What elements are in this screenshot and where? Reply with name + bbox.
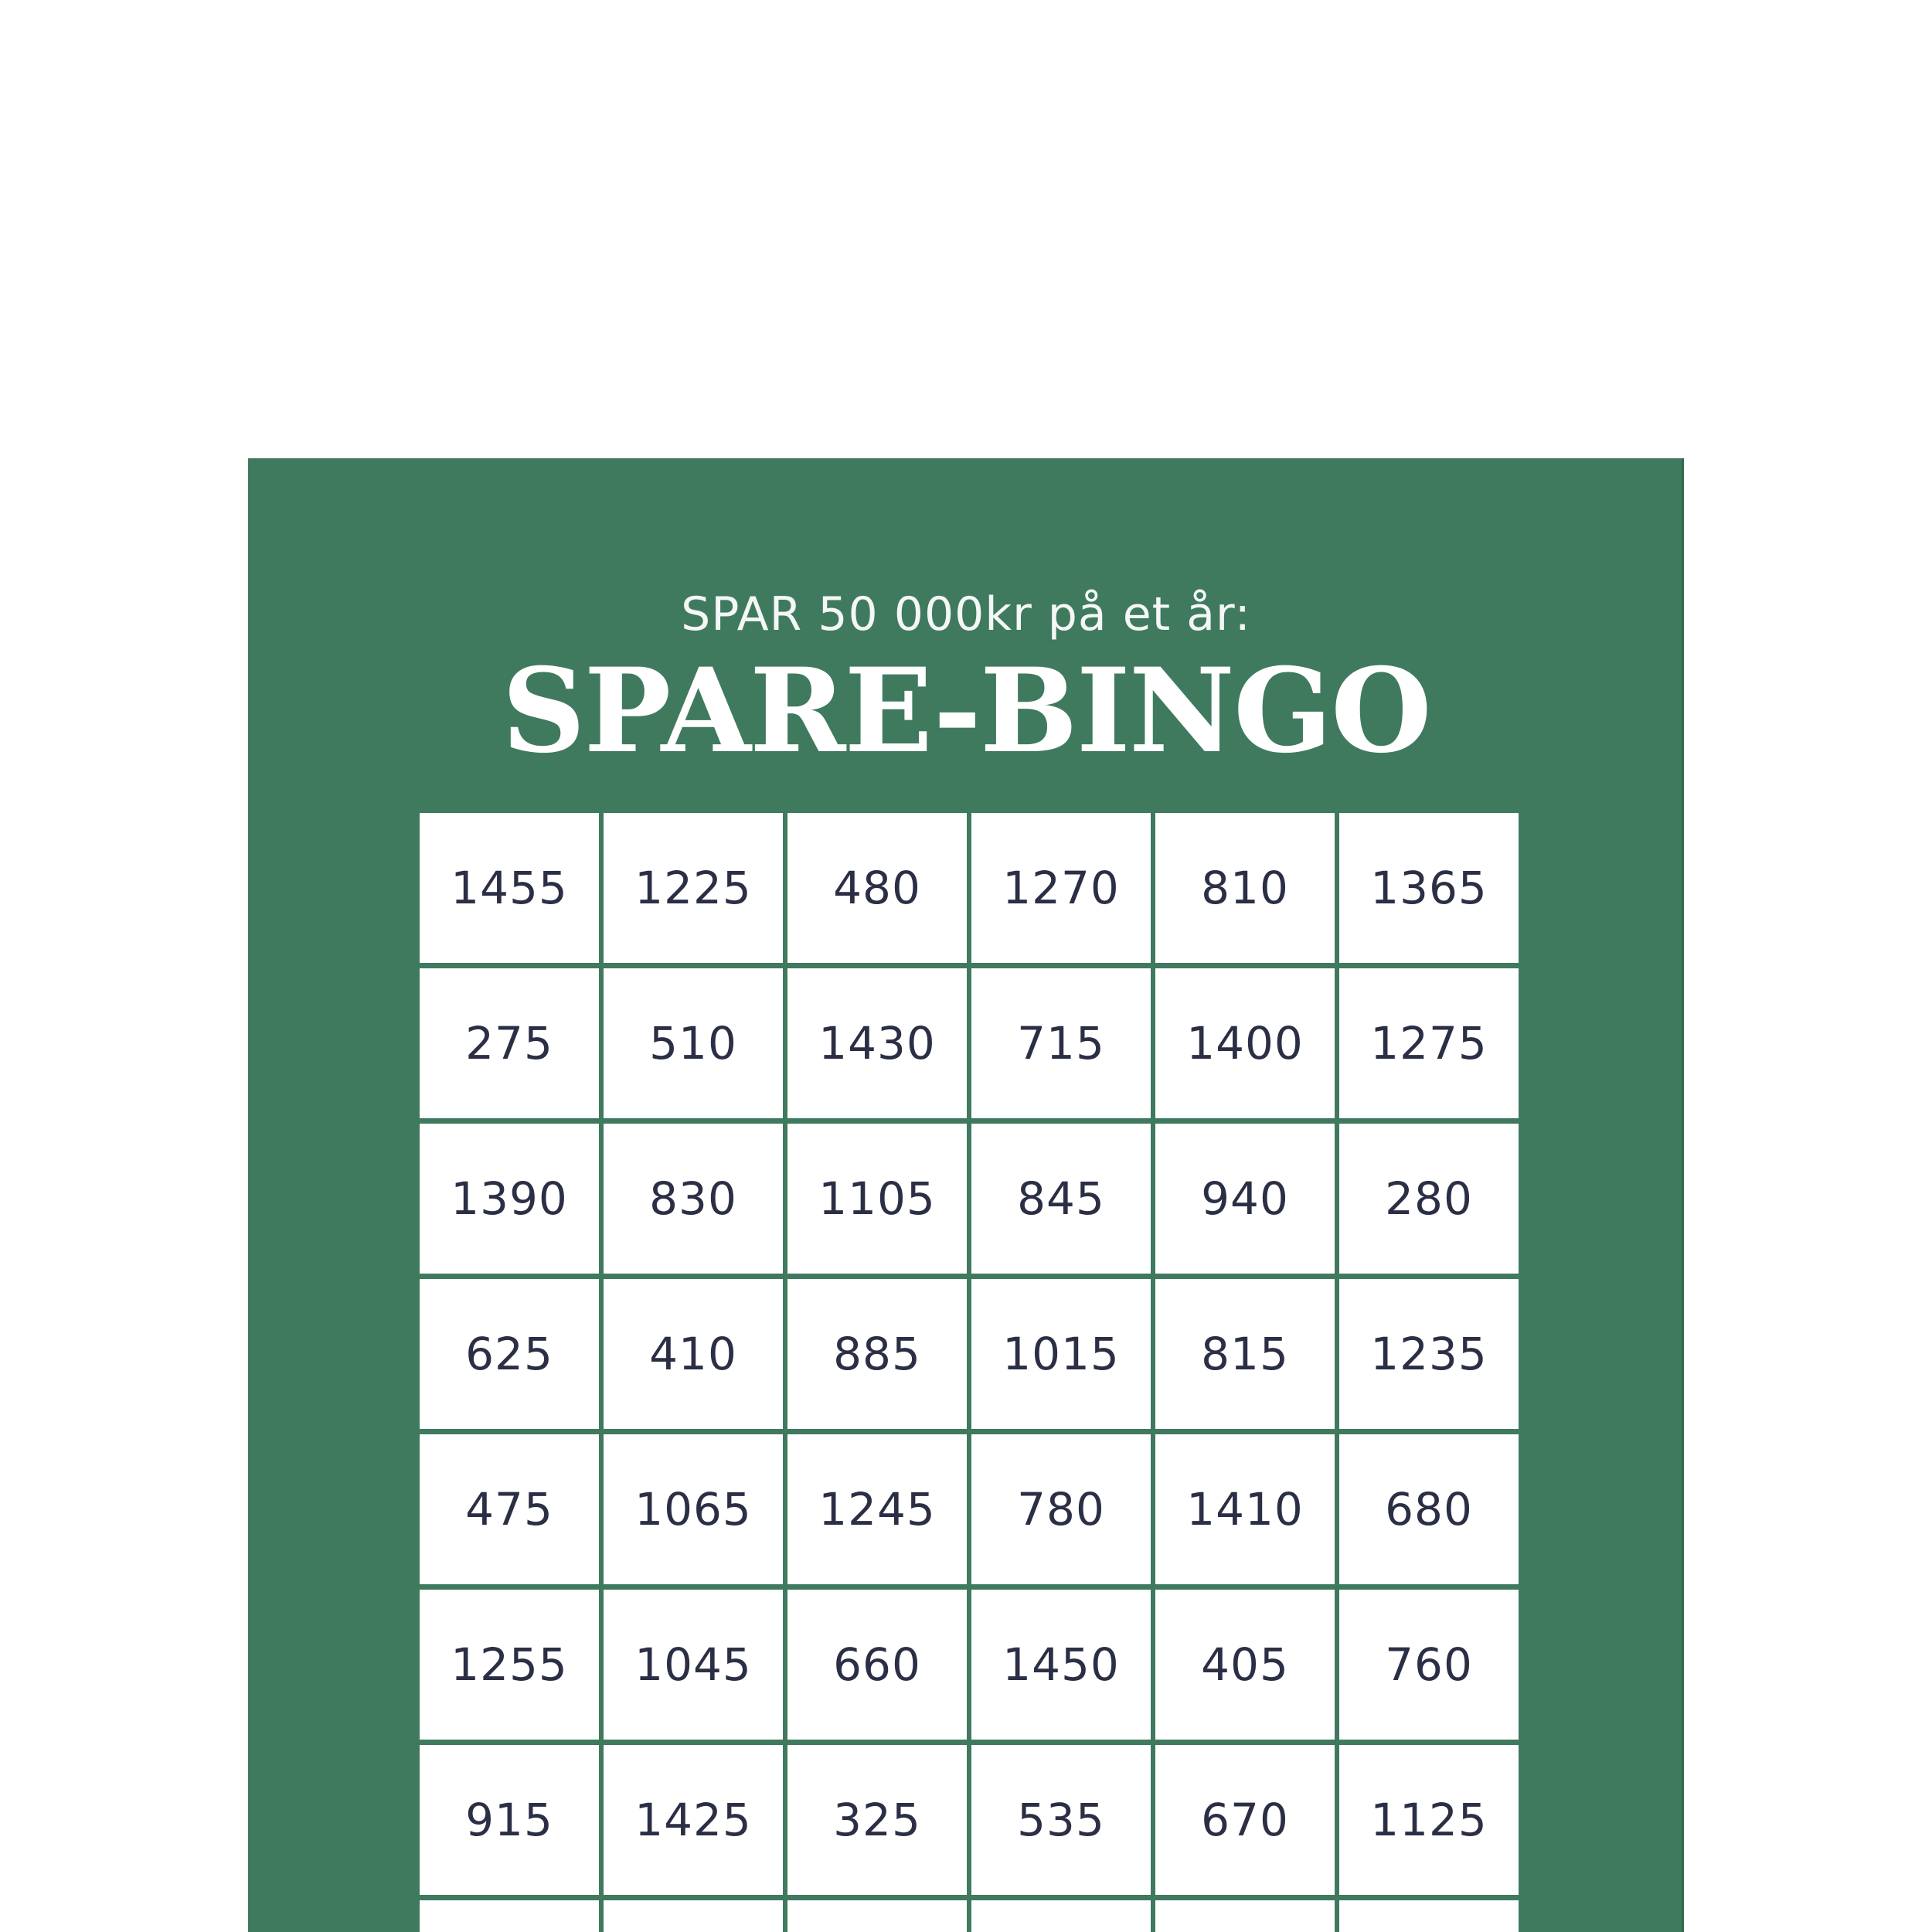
bingo-cell: 1450 [971, 1590, 1151, 1740]
bingo-cell: 1275 [1339, 968, 1519, 1118]
bingo-cell: 1065 [604, 1434, 783, 1584]
bingo-cell: 1390 [420, 1124, 599, 1274]
bingo-cell: 1455 [420, 813, 599, 963]
bingo-cell: 275 [420, 968, 599, 1118]
bingo-cell: 1430 [787, 968, 967, 1118]
bingo-cell: 885 [787, 1279, 967, 1429]
bingo-cell: 405 [1155, 1590, 1335, 1740]
bingo-cell: 1235 [1339, 1279, 1519, 1429]
bingo-cell: 1245 [787, 1434, 967, 1584]
bingo-cell: 845 [971, 1124, 1151, 1274]
bingo-cell: 280 [1339, 1124, 1519, 1274]
bingo-cell: 815 [1155, 1279, 1335, 1429]
poster-subtitle: SPAR 50 000kr på et år: [681, 587, 1251, 641]
bingo-cell: 1270 [971, 813, 1151, 963]
bingo-cell [971, 1900, 1151, 1932]
bingo-cell: 1400 [1155, 968, 1335, 1118]
bingo-cell: 1365 [1339, 813, 1519, 963]
bingo-cell [1155, 1900, 1335, 1932]
bingo-cell: 1105 [787, 1124, 967, 1274]
bingo-cell: 810 [1155, 813, 1335, 963]
bingo-cell: 1425 [604, 1745, 783, 1895]
bingo-cell: 715 [971, 968, 1151, 1118]
bingo-cell: 915 [420, 1745, 599, 1895]
bingo-cell: 510 [604, 968, 783, 1118]
bingo-cell: 535 [971, 1745, 1151, 1895]
bingo-cell [604, 1900, 783, 1932]
bingo-cell: 1125 [1339, 1745, 1519, 1895]
bingo-cell: 1045 [604, 1590, 783, 1740]
bingo-cell: 830 [604, 1124, 783, 1274]
bingo-cell: 780 [971, 1434, 1151, 1584]
bingo-cell: 1015 [971, 1279, 1151, 1429]
bingo-cell: 410 [604, 1279, 783, 1429]
bingo-cell: 1255 [420, 1590, 599, 1740]
bingo-cell [787, 1900, 967, 1932]
bingo-cell: 625 [420, 1279, 599, 1429]
bingo-cell: 475 [420, 1434, 599, 1584]
bingo-cell: 940 [1155, 1124, 1335, 1274]
bingo-cell: 325 [787, 1745, 967, 1895]
poster-title: SPARE-BINGO [502, 643, 1430, 779]
bingo-cell: 660 [787, 1590, 967, 1740]
bingo-cell: 760 [1339, 1590, 1519, 1740]
bingo-cell [420, 1900, 599, 1932]
bingo-cell: 480 [787, 813, 967, 963]
bingo-cell: 1410 [1155, 1434, 1335, 1584]
bingo-grid [420, 813, 1521, 1932]
bingo-cell: 670 [1155, 1745, 1335, 1895]
bingo-cell: 680 [1339, 1434, 1519, 1584]
bingo-cell: 1225 [604, 813, 783, 963]
bingo-cell [1339, 1900, 1519, 1932]
